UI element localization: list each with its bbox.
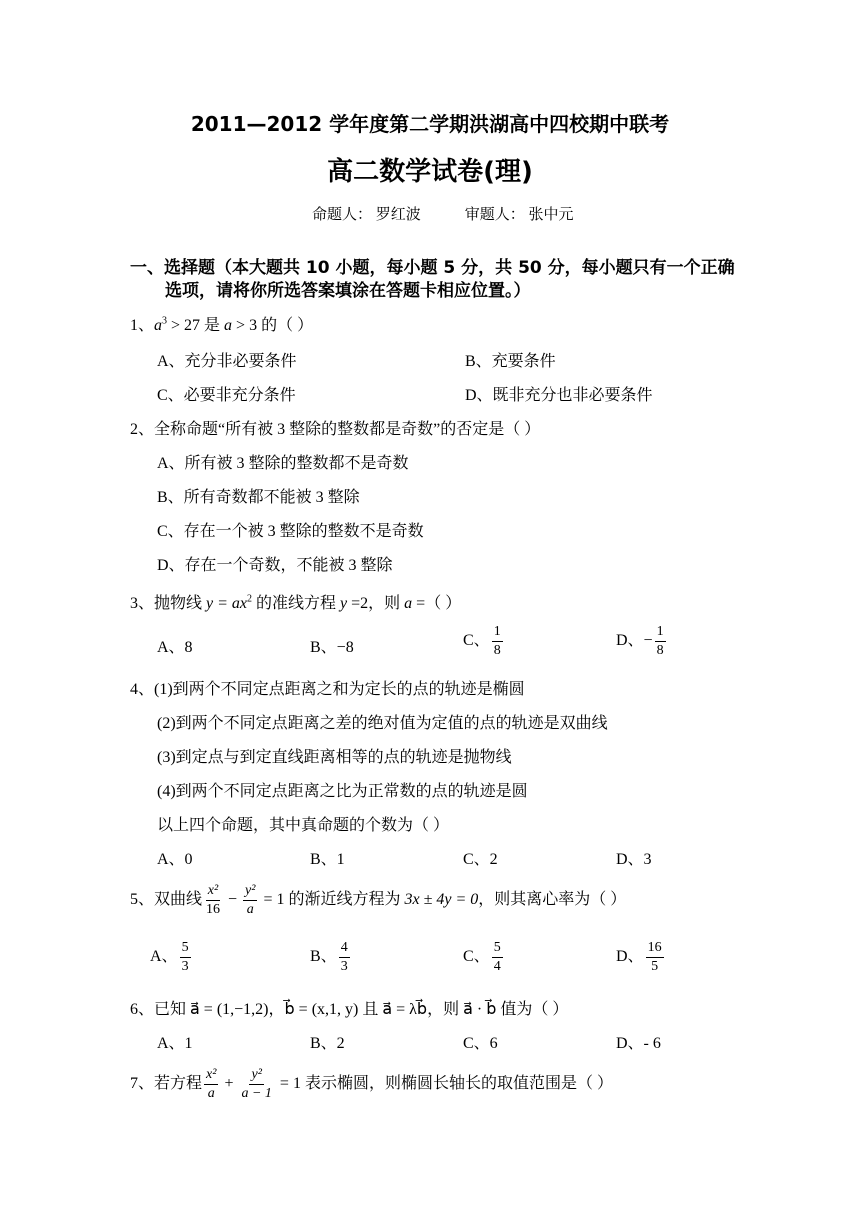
exam-subtitle: 高二数学试卷(理) [327, 157, 533, 187]
q1-option-a: A、充分非必要条件 [157, 353, 297, 370]
q2-option-c: C、存在一个被 3 整除的整数不是奇数 [157, 523, 424, 540]
q4-option-b: B、1 [310, 851, 345, 868]
q5-option-a: A、 $\frac{5}{3}$ [150, 940, 189, 974]
q5-option-c: C、 $\frac{5}{4}$ [463, 940, 501, 974]
exam-title: 2011—2012 学年度第二学期洪湖高中四校期中联考 [190, 112, 670, 136]
q4-option-c: C、2 [463, 851, 498, 868]
q4-option-d: D、3 [616, 851, 652, 868]
question-6: 6、已知 a⃗ = (1,−1,2)，b⃗ = (x,1, y) 且 a⃗ = λb⃗，则 a⃗ · b⃗ 值为（ ） [130, 1001, 569, 1018]
question-3: 3、抛物线 $y = ax^2$ 的准线方程 y =2，则 a =（ ） [130, 593, 462, 612]
author-setter: 命题人： 罗红波 [312, 207, 421, 223]
author-reviewer: 审题人： 张中元 [464, 207, 574, 223]
question-1: 1、$a^3 > 27$ 是 a > 3 的（ ） [130, 315, 314, 334]
q3-option-c: C、 $\frac{1}{8}$ [463, 624, 501, 658]
q3-option-a: A、8 [157, 639, 193, 656]
q1-option-d: D、既非充分也非必要条件 [465, 387, 653, 404]
q2-option-b: B、所有奇数都不能被 3 整除 [157, 489, 360, 506]
question-4-line-1: 4、(1)到两个不同定点距离之和为定长的点的轨迹是椭圆 [130, 681, 525, 698]
q3-option-b: B、−8 [310, 639, 354, 656]
q6-option-b: B、2 [310, 1035, 345, 1052]
q1-option-c: C、必要非充分条件 [157, 387, 296, 404]
authors-line [312, 203, 574, 224]
section-heading-line1: 一、选择题（本大题共 10 小题，每小题 5 分，共 50 分，每小题只有一个正确 [130, 258, 735, 278]
q5-option-b: B、 $\frac{4}{3}$ [310, 940, 348, 974]
q4-option-a: A、0 [157, 851, 193, 868]
q2-option-d: D、存在一个奇数，不能被 3 整除 [157, 557, 393, 574]
q6-option-a: A、1 [157, 1035, 193, 1052]
question-2: 2、全称命题“所有被 3 整除的整数都是奇数”的否定是（ ） [130, 421, 541, 438]
question-4-line-2: (2)到两个不同定点距离之差的绝对值为定值的点的轨迹是双曲线 [157, 715, 608, 732]
question-4-line-3: (3)到定点与到定直线距离相等的点的轨迹是抛物线 [157, 749, 512, 766]
q5-option-d: D、 $\frac{16}{5}$ [616, 940, 662, 974]
q2-option-a: A、所有被 3 整除的整数都不是奇数 [157, 455, 409, 472]
question-5: 5、双曲线 $\frac{\text{x²}}{16}$ − $\frac{\text{y²}}{a}$ = 1 的渐近线方程为 3x ± 4y = 0，则其离心率为（ ） [130, 883, 627, 917]
q3-option-d: D、− $\frac{1}{8}$ [616, 624, 664, 658]
question-7: 7、若方程 $\frac{\text{x²}}{a}$ + $\frac{\text{y²}}{a - 1}$ = 1 表示椭圆，则椭圆长轴长的取值范围是（ ） [130, 1067, 613, 1101]
section-heading-line2: 选项，请将你所选答案填涂在答题卡相应位置。） [165, 281, 531, 301]
question-4-line-5: 以上四个命题，其中真命题的个数为（ ） [157, 817, 450, 834]
question-4-line-4: (4)到两个不同定点距离之比为正常数的点的轨迹是圆 [157, 783, 528, 800]
q1-option-b: B、充要条件 [465, 353, 556, 370]
q6-option-c: C、6 [463, 1035, 498, 1052]
q6-option-d: D、- 6 [616, 1035, 661, 1052]
